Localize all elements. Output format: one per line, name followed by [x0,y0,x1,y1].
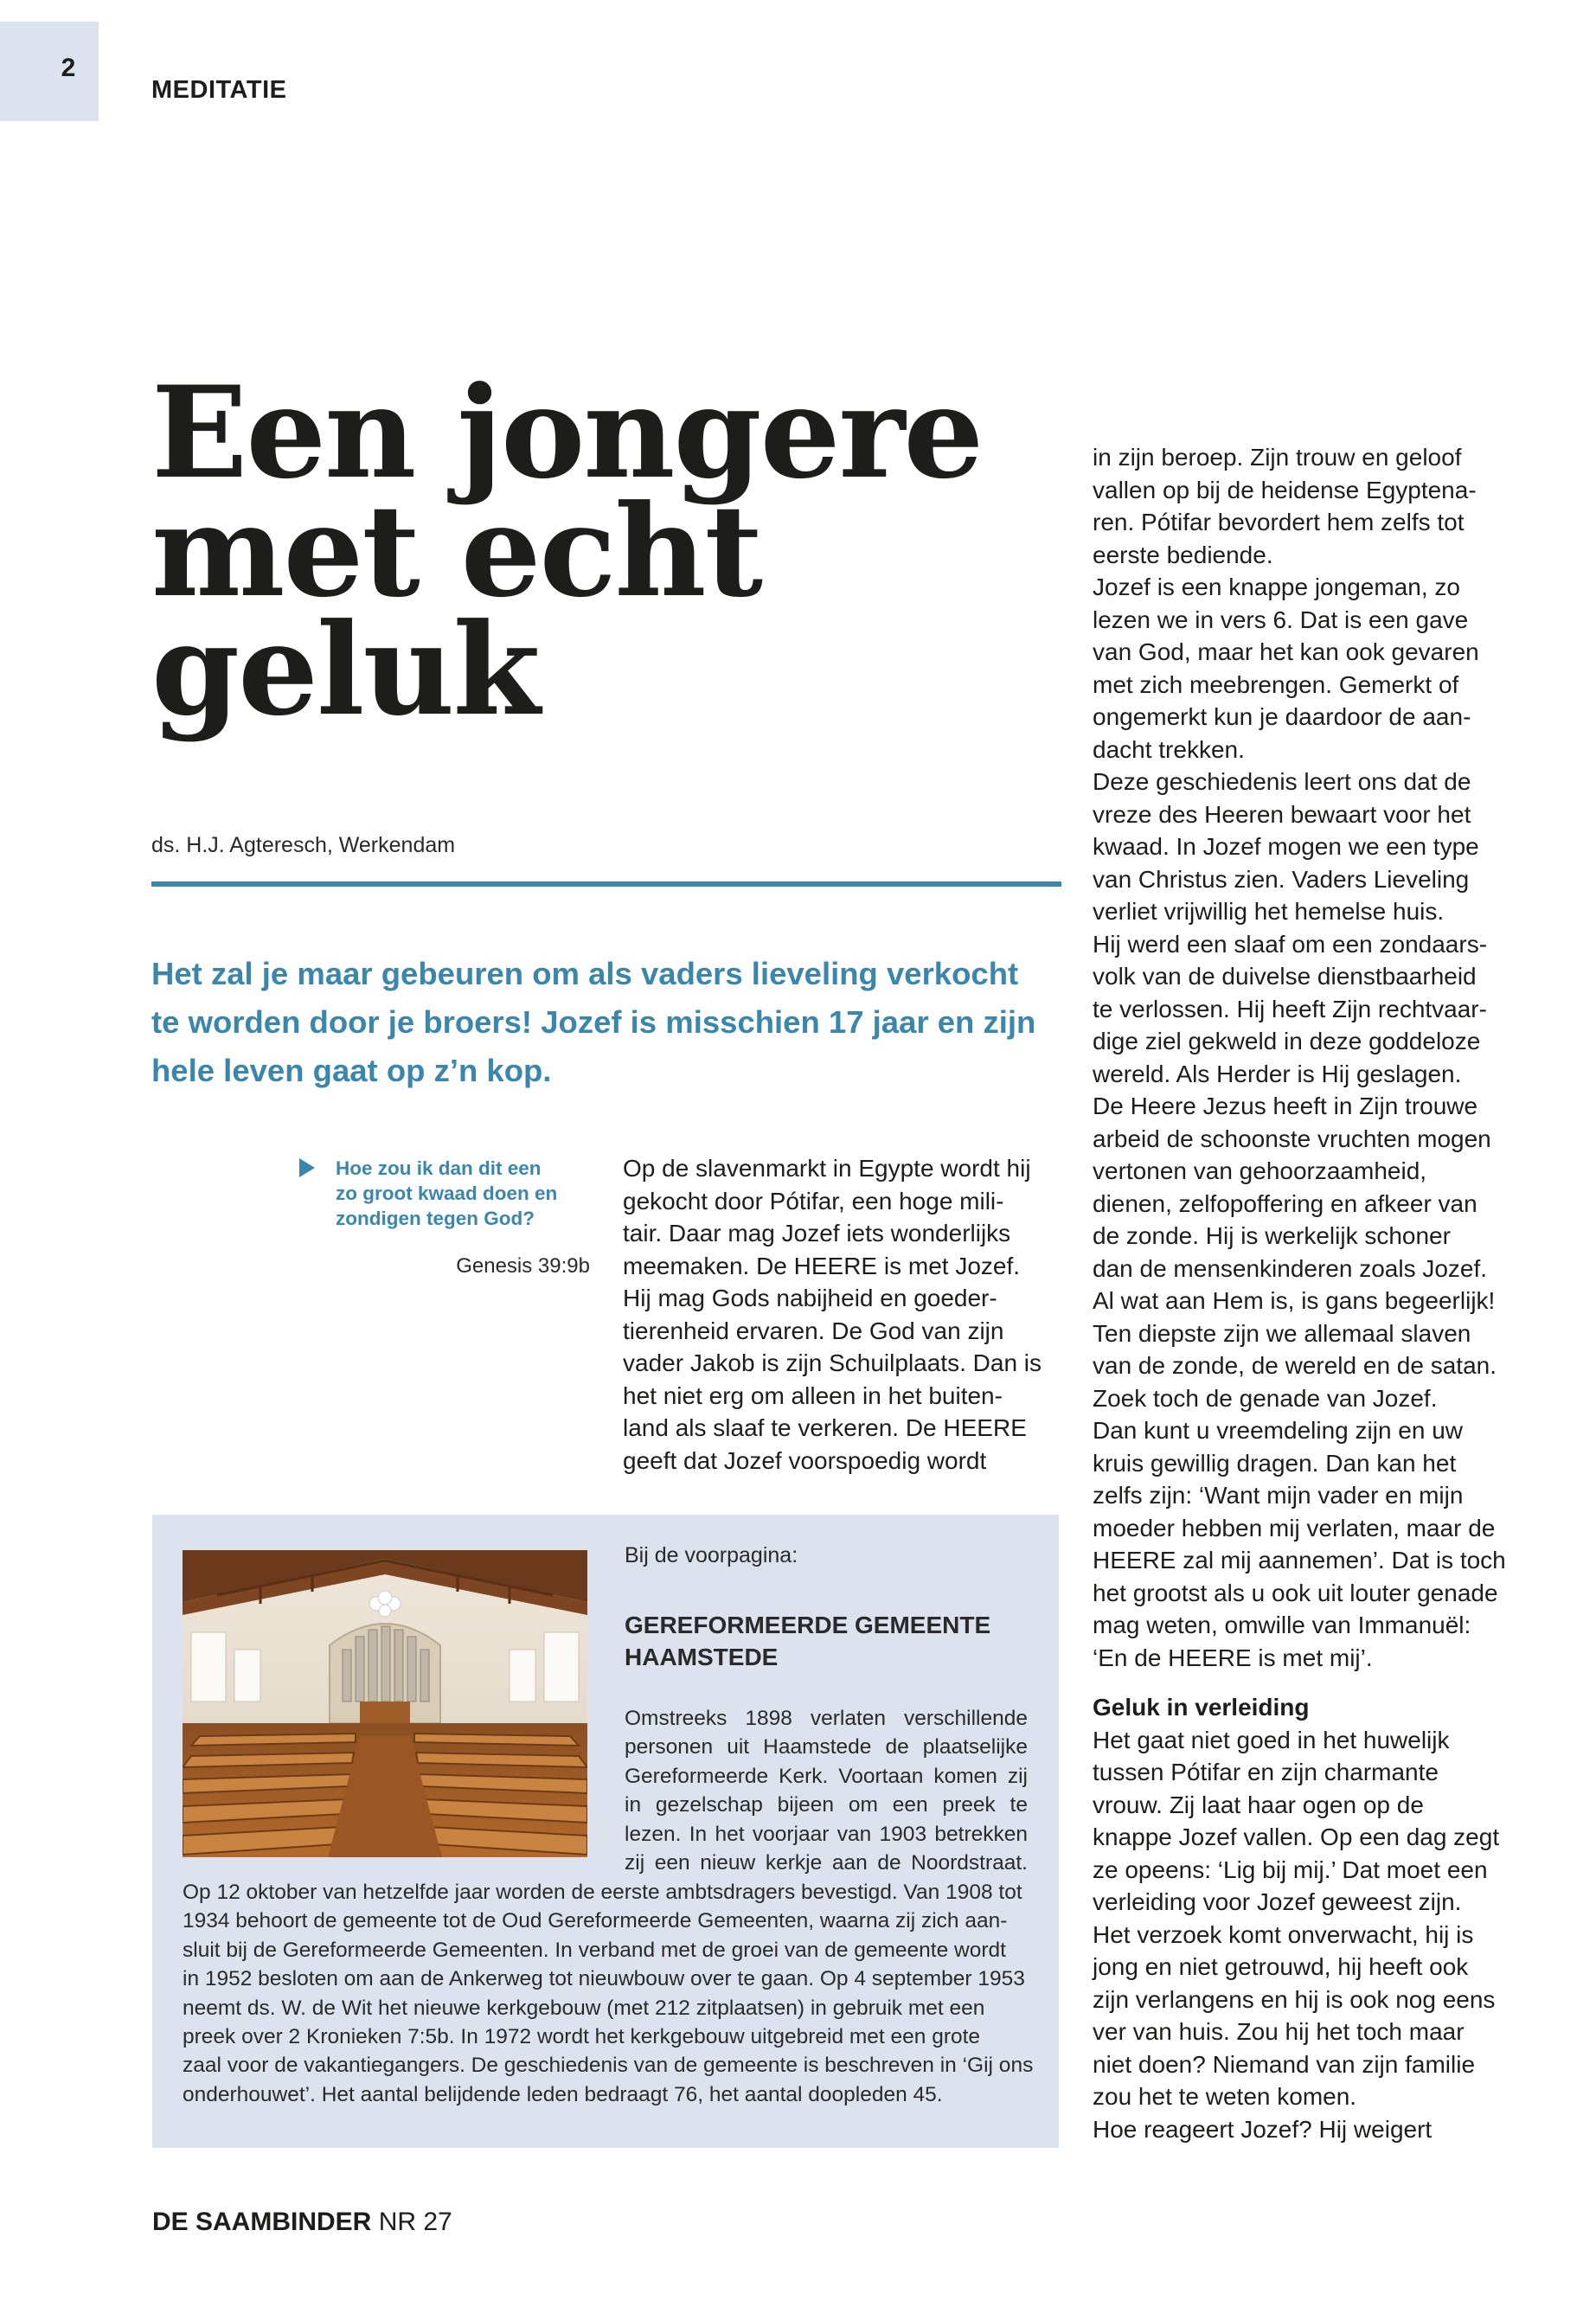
lead-line: te worden door je broers! Jozef is misschien 17 jaar en zijn [151,1004,1036,1040]
body-line: van God, maar het kan ook gevaren [1093,638,1479,665]
body-line: ongemerkt kun je daardoor de aan- [1093,703,1471,730]
body-line: Ten diepste zijn we allemaal slaven [1093,1319,1471,1347]
box-text-line: onderhouwet’. Het aantal belijdende leden bedraagt 76, het aantal doopleden 45. [183,2082,943,2106]
body-line: ver van huis. Zou hij het toch maar [1093,2018,1465,2045]
body-line: Het verzoek komt onverwacht, hij is [1093,1920,1474,1948]
body-line: moeder hebben mij verlaten, maar de [1093,1514,1496,1541]
body-line: dan de mensenkinderen zoals Jozef. [1093,1254,1488,1282]
footer [152,2208,452,2237]
box-title-line: HAAMSTEDE [625,1644,779,1670]
box-text-line: lezen. In het voorjaar van 1903 betrekken [625,1822,1028,1846]
body-line: zelfs zijn: ‘Want mijn vader en mijn [1093,1482,1464,1509]
paragraph-gap [1093,1674,1560,1691]
body-line: niet doen? Niemand van zijn familie [1093,2050,1476,2078]
body-line: Hoe reageert Jozef? Hij weigert [1093,2115,1433,2143]
body-line: arbeid de schoonste vruchten mogen [1093,1125,1491,1152]
title-line: geluk [151,596,539,744]
body-line: meemaken. De HEERE is met Jozef. [623,1252,1021,1279]
body-line: Dan kunt u vreemdeling zijn en uw [1093,1417,1464,1444]
box-text-line: 1934 behoort de gemeente tot de Oud Gereformeerde Gemeenten, waarna zij zich aan- [183,1909,1008,1933]
box-text-line: neemt ds. W. de Wit het nieuwe kerkgebouw (met 212 zitplaatsen) in gebruik met een [183,1996,985,2020]
body-line: geeft dat Jozef voorspoedig wordt [623,1446,987,1474]
title-line: met echt [151,478,762,625]
box-text-full-width [183,1878,1034,2109]
magazine-name: DE SAAMBINDER [152,2208,372,2236]
body-line: zijn verlangens en hij is ook nog eens [1093,1985,1496,2013]
body-line: Hij mag Gods nabijheid en goeder- [623,1285,997,1311]
body-column-right [1093,441,1560,2145]
box-text-line: zaal voor de vakantiegangers. De geschiedenis van de gemeente is beschreven in ‘Gij ons [183,2054,1034,2078]
body-line: wereld. Als Herder is Hij geslagen. [1093,1060,1462,1087]
section-label: MEDITATIE [151,76,287,104]
body-line: knappe Jozef vallen. Op een dag zegt [1093,1823,1500,1850]
quote-line: Hoe zou ik dan dit een [336,1157,542,1179]
body-line: dacht trekken. [1093,735,1245,763]
body-line: kruis gewillig dragen. Dan kan het [1093,1449,1457,1477]
body-line: ze opeens: ‘Lig bij mij.’ Dat moet een [1093,1856,1488,1883]
lead-line: hele leven gaat op z’n kop. [151,1053,552,1088]
body-line: land als slaaf te verkeren. De HEERE [623,1414,1027,1441]
body-line: Jozef is een knappe jongeman, zo [1093,574,1460,600]
body-line: Op de slavenmarkt in Egypte wordt hij [623,1155,1031,1182]
issue-number: NR 27 [378,2208,452,2236]
body-line: ‘En de HEERE is met mij’. [1093,1644,1373,1671]
body-line: zou het te weten komen. [1093,2083,1357,2110]
body-line: Deze geschiedenis leert ons dat de [1093,768,1471,795]
page-number-box [0,22,99,121]
box-text-line: in gezelschap bijeen om een preek te [625,1793,1028,1817]
body-line: gekocht door Pótifar, een hoge mili- [623,1187,1004,1215]
body-line: vallen op bij de heidense Egyptena- [1093,476,1477,503]
body-line: Al wat aan Hem is, is gans begeerlijk! [1093,1287,1496,1314]
body-line: Hij werd een slaaf om een zondaars- [1093,930,1488,958]
play-arrow-icon [299,1158,315,1177]
body-line: in zijn beroep. Zijn trouw en geloof [1093,444,1462,471]
body-line: verleiding voor Jozef geweest zijn. [1093,1888,1462,1915]
article-title [151,359,1068,744]
box-label: Bij de voorpagina: [625,1543,798,1567]
subheading: Geluk in verleiding [1093,1694,1310,1721]
box-text-line: preek over 2 Kronieken 7:5b. In 1972 wordt het kerkgebouw uitgebreid met een grote [183,2025,981,2049]
church-interior-photo [183,1550,587,1857]
body-line: Zoek toch de genade van Jozef. [1093,1384,1438,1412]
body-line: HEERE zal mij aannemen’. Dat is toch [1093,1547,1506,1574]
body-line: vreze des Heeren bewaart voor het [1093,800,1471,828]
quote-reference: Genesis 39:9b [456,1254,590,1278]
body-line: van Christus zien. Vaders Lieveling [1093,865,1470,893]
body-line: te verlossen. Hij heeft Zijn rechtvaar- [1093,995,1487,1022]
body-line: vrouw. Zij laat haar ogen op de [1093,1791,1424,1818]
body-line: vader Jakob is zijn Schuilplaats. Dan is [623,1349,1042,1376]
body-line: van de zonde, de wereld en de satan. [1093,1352,1497,1379]
body-line: het grootst als u ook uit louter genade [1093,1579,1498,1606]
lead-paragraph [151,950,1068,1095]
body-line: mag weten, omwille van Immanuël: [1093,1612,1471,1638]
box-title-line: GEREFORMEERDE GEMEENTE [625,1612,991,1638]
body-line: De Heere Jezus heeft in Zijn trouwe [1093,1093,1478,1119]
box-text-line: Op 12 oktober van hetzelfde jaar worden de eerste ambtsdragers bevestigd. Van 1908 tot [183,1881,1022,1904]
body-line: lezen we in vers 6. Dat is een gave [1093,606,1469,633]
body-line: tair. Daar mag Jozef iets wonderlijks [623,1220,1011,1247]
box-text-line: zij een nieuw kerkje aan de Noordstraat. [625,1851,1028,1875]
body-line: eerste bediende. [1093,541,1273,568]
box-text-beside-photo [625,1704,1028,1877]
body-line: vertonen van gehoorzaamheid, [1093,1157,1427,1184]
lead-line: Het zal je maar gebeuren om als vaders lieveling verkocht [151,956,1019,991]
box-text-line: sluit bij de Gereformeerde Gemeenten. In verband met de groei van de gemeente wordt [183,1938,1006,1962]
box-text-line: Gereformeerde Kerk. Voortaan komen zij [625,1764,1028,1788]
body-line: Het gaat niet goed in het huwelijk [1093,1726,1450,1753]
box-text-line: in 1952 besloten om aan de Ankerweg tot nieuwbouw over te gaan. Op 4 september 1953 [183,1967,1025,1991]
body-line: kwaad. In Jozef mogen we een type [1093,833,1479,860]
body-line: dienen, zelfopoffering en afkeer van [1093,1189,1477,1217]
body-line: tussen Pótifar en zijn charmante [1093,1759,1439,1785]
quote-line: zondigen tegen God? [336,1208,535,1229]
body-line: tierenheid ervaren. De God van zijn [623,1317,1004,1344]
body-column-middle [623,1152,1073,1477]
author-byline: ds. H.J. Agteresch, Werkendam [151,833,456,857]
quote-line: zo groot kwaad doen en [336,1183,558,1204]
body-line: verliet vrijwillig het hemelse huis. [1093,898,1445,925]
box-text-line: Omstreeks 1898 verlaten verschillende [625,1707,1028,1730]
body-line: ren. Pótifar bevordert hem zelfs tot [1093,509,1465,535]
pull-quote [336,1156,595,1231]
page-number: 2 [61,53,76,82]
title-divider [151,881,1061,887]
body-line: met zich meebrengen. Gemerkt of [1093,670,1459,698]
body-line: de zonde. Hij is werkelijk schoner [1093,1222,1451,1249]
box-title [625,1609,990,1673]
body-line: dige ziel gekweld in deze goddeloze [1093,1028,1481,1054]
body-line: volk van de duivelse dienstbaarheid [1093,963,1477,990]
body-line: het niet erg om alleen in het buiten- [623,1381,1003,1409]
box-text-line: personen uit Haamstede de plaatselijke [625,1735,1028,1759]
body-line: jong en niet getrouwd, hij heeft ook [1093,1953,1469,1980]
title-line: Een jongere [151,359,983,507]
